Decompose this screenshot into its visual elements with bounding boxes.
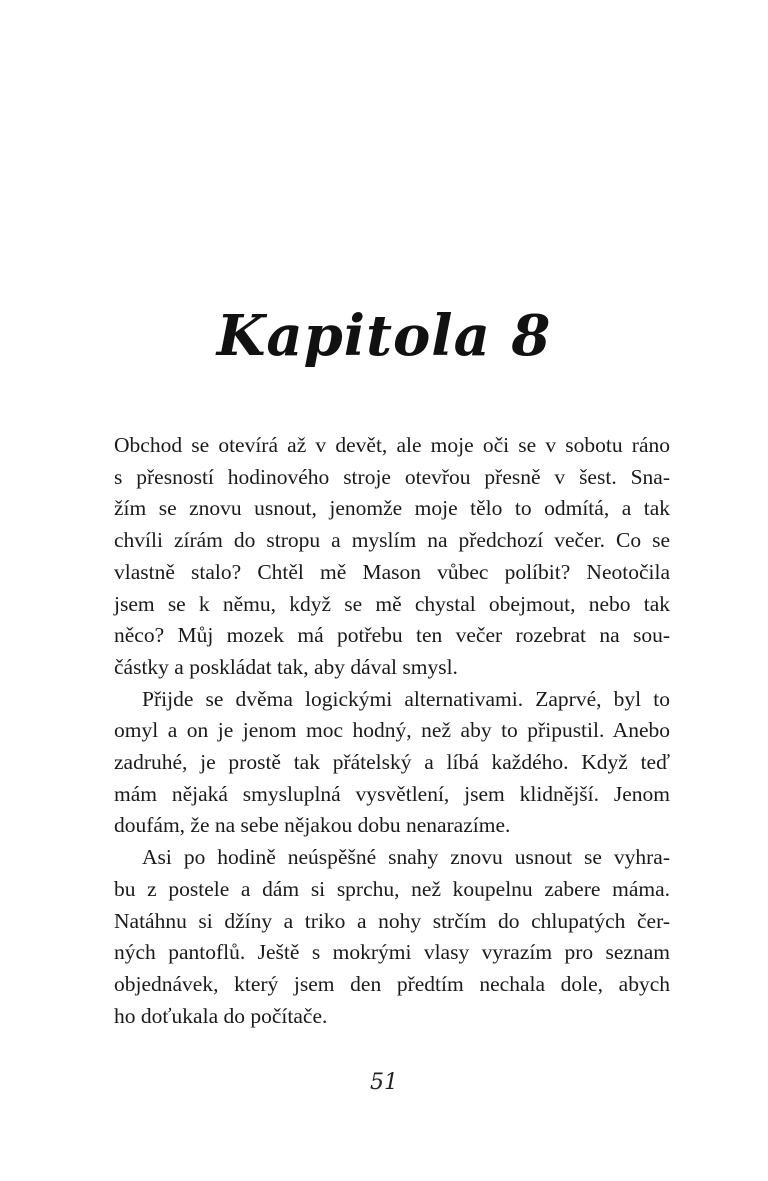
text-line: bu z postele a dám si sprchu, než koupelnu zabere máma. — [114, 876, 670, 901]
text-line: mám nějaká smysluplná vysvětlení, jsem klidnější. Jenom — [114, 781, 670, 806]
text-line: Obchod se otevírá až v devět, ale moje oči se v sobotu ráno — [114, 433, 670, 457]
chapter-title: Kapitola 8 — [216, 302, 552, 369]
text-line: Natáhnu si džíny a triko a nohy strčím do chlupatých čer- — [114, 908, 670, 933]
text-line: vlastně stalo? Chtěl mě Mason vůbec políbit? Neotočila — [114, 559, 670, 584]
text-line: něco? Můj mozek má potřebu ten večer rozebrat na sou- — [114, 623, 670, 648]
text-line: omyl a on je jenom moc hodný, než aby to připustil. Anebo — [114, 718, 670, 743]
chapter-body — [114, 430, 670, 1032]
paragraph-2 — [114, 684, 670, 843]
text-line: částky a poskládat tak, aby dával smysl. — [114, 654, 458, 679]
page-number: 51 — [370, 1070, 398, 1095]
text-line: chvíli zírám do stropu a myslím na předchozí večer. Co se — [114, 528, 670, 553]
text-line: s přesností hodinového stroje otevřou přesně v šest. Sna- — [114, 464, 670, 489]
text-line: objednávek, který jsem den předtím nechala dole, abych — [114, 971, 670, 996]
text-line: jsem se k němu, když se mě chystal obejmout, nebo tak — [114, 591, 670, 616]
text-line: zadruhé, je prostě tak přátelský a líbá každého. Když teď — [114, 750, 670, 775]
text-line: Asi po hodině neúspěšné snahy znovu usnout se vyhra- — [142, 845, 670, 870]
text-line: žím se znovu usnout, jenomže moje tělo to odmítá, a tak — [114, 496, 670, 521]
text-line: ných pantoflů. Ještě s mokrými vlasy vyrazím pro seznam — [114, 940, 670, 965]
text-line: Přijde se dvěma logickými alternativami. Zaprvé, byl to — [142, 686, 670, 711]
text-line: doufám, že na sebe nějakou dobu nenarazíme. — [114, 813, 511, 838]
text-line: ho doťukala do počítače. — [114, 1003, 328, 1028]
paragraph-3 — [114, 842, 670, 1032]
paragraph-1 — [114, 430, 670, 684]
